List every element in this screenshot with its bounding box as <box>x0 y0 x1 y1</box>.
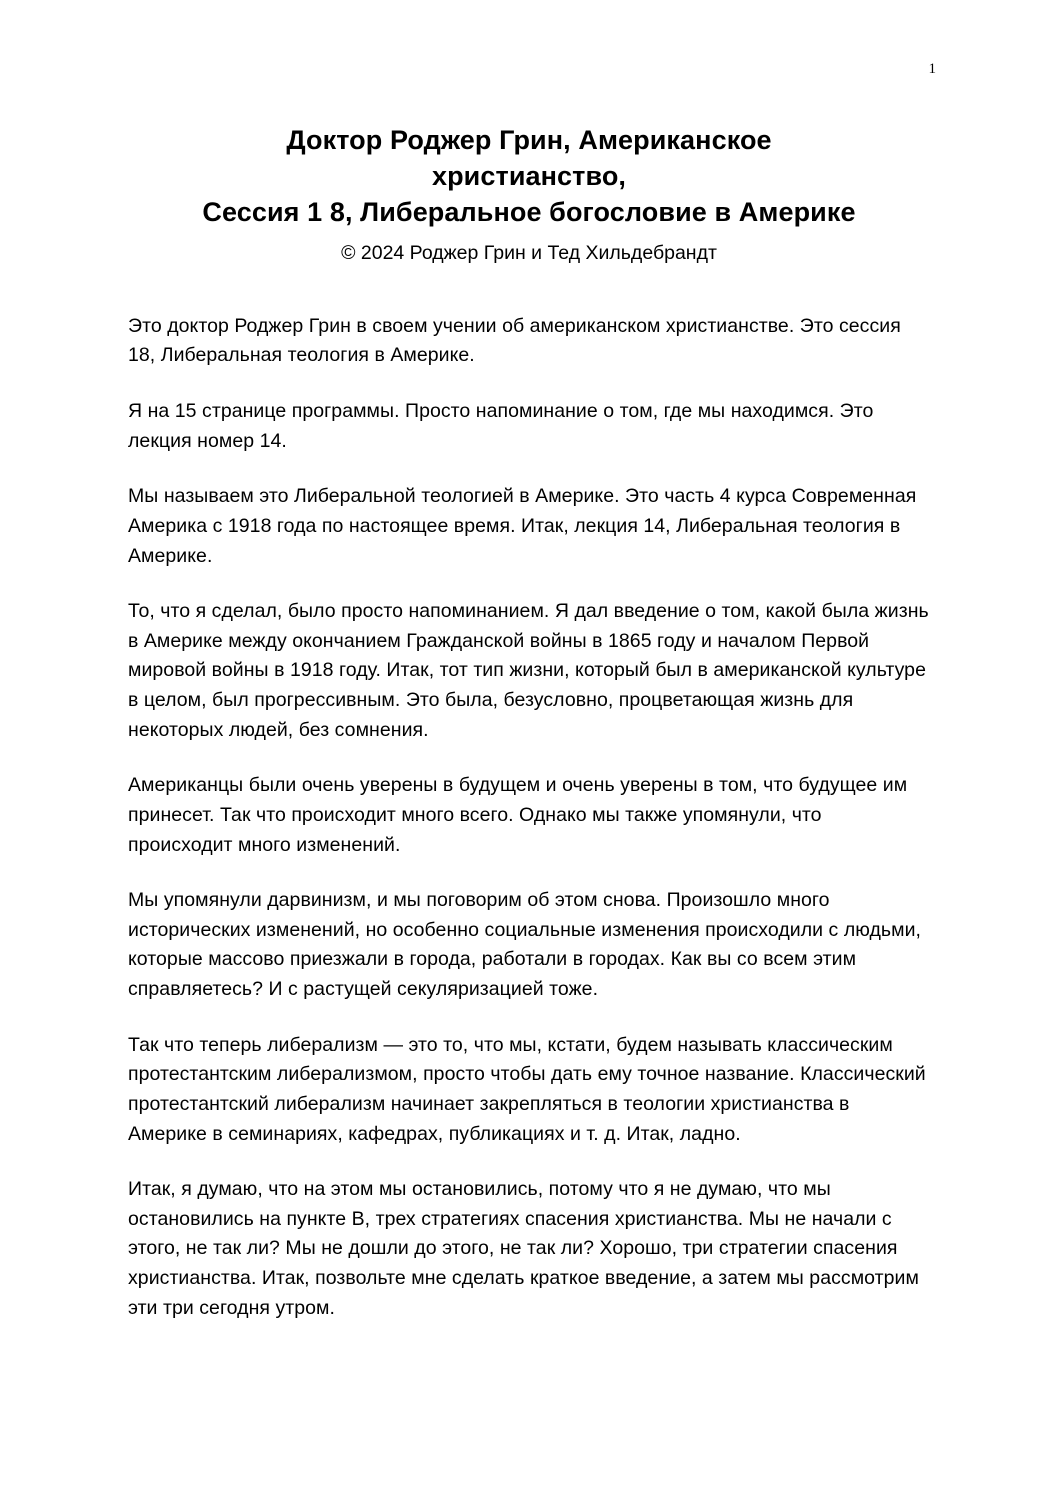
paragraph: Мы упомянули дарвинизм, и мы поговорим об этом снова. Произошло много исторических изменений, но особенно социальные изменения происходили с людьми, которые массово приезжали в города, работали в городах. Как вы со всем этим справляетесь? И с растущей секуляризацией тоже. <box>128 889 921 1001</box>
paragraph: Мы называем это Либеральной теологией в Америке. Это часть 4 курса Современная Америка с 1918 года по настоящее время. Итак, лекция 14, Либеральная теология в Америке. <box>128 485 917 567</box>
page-title <box>128 60 930 231</box>
page-number: 1 <box>928 61 936 77</box>
paragraph: Американцы были очень уверены в будущем и очень уверены в том, что будущее им принесет. Так что происходит много всего. Однако мы также упомянули, что происходит много изменений. <box>128 774 908 856</box>
title-line-1: Доктор Роджер Грин, Американское <box>286 125 772 155</box>
paragraph: Так что теперь либерализм — это то, что мы, кстати, будем называть классическим протестантским либерализмом, просто чтобы дать ему точное название. Классический протестантский либерализм начинает закрепляться в теологии христианства в Америке в семинариях, кафедрах, публикациях и т. д. Итак, ладно. <box>128 1033 926 1145</box>
paragraph: Я на 15 странице программы. Просто напоминание о том, где мы находимся. Это лекция номер 14. <box>128 400 874 452</box>
paragraph: То, что я сделал, было просто напоминанием. Я дал введение о том, какой была жизнь в Америке между окончанием Гражданской войны в 1865 году и началом Первой мировой войны в 1918 году. Итак, тот тип жизни, который был в американской культуре в целом, был прогрессивным. Это была, безусловно, процветающая жизнь для некоторых людей, без сомнения. <box>128 600 929 741</box>
paragraph: Это доктор Роджер Грин в своем учении об американском христианстве. Это сессия 18, Либеральная теология в Америке. <box>128 314 901 367</box>
paragraph: Итак, я думаю, что на этом мы остановились, потому что я не думаю, что мы остановились на пункте B, трех стратегиях спасения христианства. Мы не начали с этого, не так ли? Мы не дошли до этого, не так ли? Хорошо, три стратегии спасения христианства. Итак, позвольте мне сделать краткое введение, а затем мы рассмотрим эти три сегодня утром. <box>128 1178 919 1319</box>
title-line-2: христианство, <box>431 161 627 192</box>
copyright-line: © 2024 Роджер Грин и Тед Хильдебрандт <box>341 241 717 264</box>
title-line-3: Сессия 1 8, Либеральное богословие в Америке <box>202 197 856 228</box>
document-body <box>128 312 930 1324</box>
